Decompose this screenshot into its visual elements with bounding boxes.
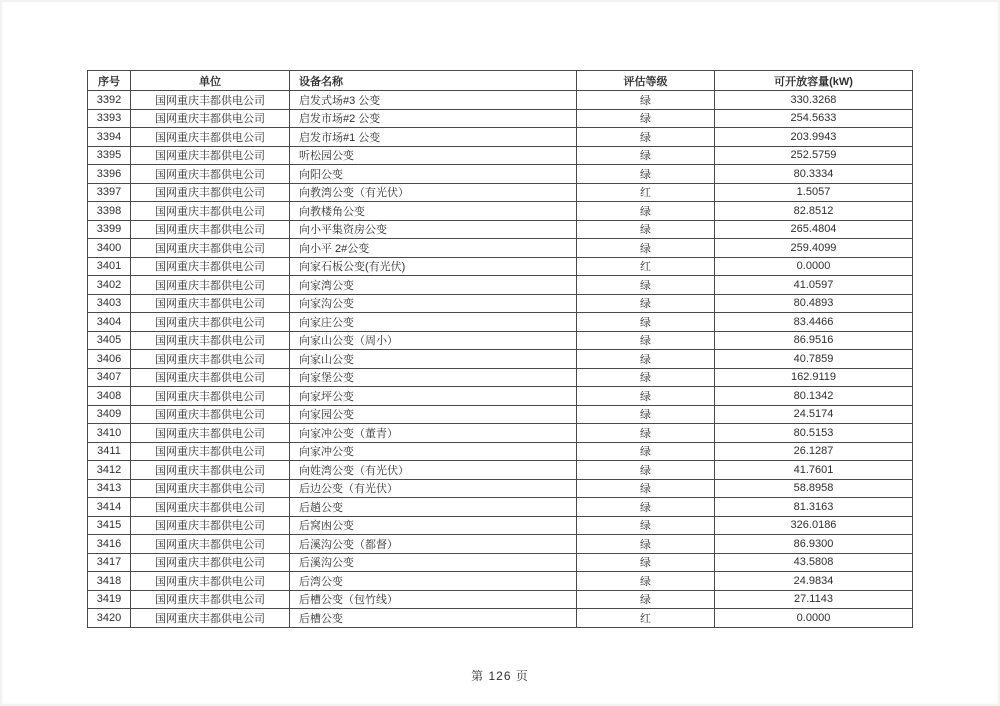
column-header: 可开放容量(kW) <box>715 71 913 91</box>
table-cell: 向教湾公变（有光伏） <box>290 183 577 202</box>
table-cell: 3397 <box>88 183 131 202</box>
table-cell: 向家庄公变 <box>290 313 577 332</box>
table-cell: 绿 <box>577 146 715 165</box>
table-cell: 向家湾公变 <box>290 276 577 295</box>
table-cell: 80.3334 <box>715 165 913 184</box>
table-cell: 绿 <box>577 535 715 554</box>
table-row <box>88 553 913 572</box>
table-cell: 3409 <box>88 405 131 424</box>
table-row <box>88 128 913 147</box>
table-cell: 27.1143 <box>715 590 913 609</box>
table-row <box>88 165 913 184</box>
table-cell: 红 <box>577 183 715 202</box>
table-cell: 国网重庆丰都供电公司 <box>131 350 290 369</box>
table-row <box>88 202 913 221</box>
table-cell: 3414 <box>88 498 131 517</box>
table-cell: 80.4893 <box>715 294 913 313</box>
table-cell: 绿 <box>577 498 715 517</box>
table-row <box>88 368 913 387</box>
capacity-table-container <box>87 70 913 628</box>
table-row <box>88 183 913 202</box>
table-cell: 向家坪公变 <box>290 387 577 406</box>
table-cell: 绿 <box>577 424 715 443</box>
table-cell: 向阳公变 <box>290 165 577 184</box>
table-cell: 国网重庆丰都供电公司 <box>131 239 290 258</box>
table-cell: 81.3163 <box>715 498 913 517</box>
table-cell: 国网重庆丰都供电公司 <box>131 516 290 535</box>
page-number: 第 126 页 <box>471 669 529 683</box>
table-cell: 3402 <box>88 276 131 295</box>
table-row <box>88 442 913 461</box>
table-cell: 3415 <box>88 516 131 535</box>
table-cell: 国网重庆丰都供电公司 <box>131 553 290 572</box>
table-row <box>88 331 913 350</box>
table-row <box>88 405 913 424</box>
table-cell: 3395 <box>88 146 131 165</box>
table-cell: 国网重庆丰都供电公司 <box>131 479 290 498</box>
table-cell: 启发市场#1 公变 <box>290 128 577 147</box>
column-header: 单位 <box>131 71 290 91</box>
table-cell: 国网重庆丰都供电公司 <box>131 442 290 461</box>
table-cell: 24.5174 <box>715 405 913 424</box>
table-cell: 3410 <box>88 424 131 443</box>
table-cell: 向家石板公变(有光伏) <box>290 257 577 276</box>
table-cell: 绿 <box>577 239 715 258</box>
table-cell: 国网重庆丰都供电公司 <box>131 331 290 350</box>
column-header: 评估等级 <box>577 71 715 91</box>
table-cell: 国网重庆丰都供电公司 <box>131 91 290 110</box>
table-cell: 82.8512 <box>715 202 913 221</box>
table-body <box>88 91 913 628</box>
table-cell: 3392 <box>88 91 131 110</box>
table-row <box>88 535 913 554</box>
table-cell: 后槽公变（包竹线） <box>290 590 577 609</box>
table-cell: 绿 <box>577 202 715 221</box>
table-cell: 国网重庆丰都供电公司 <box>131 535 290 554</box>
table-row <box>88 276 913 295</box>
table-cell: 3399 <box>88 220 131 239</box>
table-row <box>88 516 913 535</box>
table-cell: 向家堡公变 <box>290 368 577 387</box>
table-cell: 3407 <box>88 368 131 387</box>
table-cell: 40.7859 <box>715 350 913 369</box>
table-row <box>88 239 913 258</box>
table-cell: 41.7601 <box>715 461 913 480</box>
table-cell: 国网重庆丰都供电公司 <box>131 183 290 202</box>
table-cell: 3419 <box>88 590 131 609</box>
table-row <box>88 609 913 628</box>
table-row <box>88 294 913 313</box>
table-cell: 58.8958 <box>715 479 913 498</box>
table-cell: 绿 <box>577 572 715 591</box>
column-header: 设备名称 <box>290 71 577 91</box>
table-cell: 41.0597 <box>715 276 913 295</box>
table-cell: 国网重庆丰都供电公司 <box>131 405 290 424</box>
table-cell: 252.5759 <box>715 146 913 165</box>
table-cell: 绿 <box>577 331 715 350</box>
table-cell: 绿 <box>577 405 715 424</box>
table-cell: 国网重庆丰都供电公司 <box>131 424 290 443</box>
table-cell: 绿 <box>577 350 715 369</box>
table-head <box>88 71 913 91</box>
table-cell: 听松园公变 <box>290 146 577 165</box>
table-cell: 326.0186 <box>715 516 913 535</box>
table-cell: 绿 <box>577 479 715 498</box>
table-cell: 254.5633 <box>715 109 913 128</box>
table-cell: 3412 <box>88 461 131 480</box>
table-cell: 80.1342 <box>715 387 913 406</box>
table-cell: 3408 <box>88 387 131 406</box>
table-row <box>88 424 913 443</box>
table-cell: 向家冲公变（董青） <box>290 424 577 443</box>
table-cell: 绿 <box>577 387 715 406</box>
table-cell: 3403 <box>88 294 131 313</box>
table-cell: 80.5153 <box>715 424 913 443</box>
table-cell: 国网重庆丰都供电公司 <box>131 609 290 628</box>
table-cell: 绿 <box>577 442 715 461</box>
table-cell: 国网重庆丰都供电公司 <box>131 146 290 165</box>
table-cell: 绿 <box>577 313 715 332</box>
table-cell: 259.4099 <box>715 239 913 258</box>
table-cell: 向家沟公变 <box>290 294 577 313</box>
table-cell: 3411 <box>88 442 131 461</box>
table-cell: 国网重庆丰都供电公司 <box>131 572 290 591</box>
table-cell: 向小平 2#公变 <box>290 239 577 258</box>
table-cell: 绿 <box>577 294 715 313</box>
table-cell: 向家冲公变 <box>290 442 577 461</box>
column-header: 序号 <box>88 71 131 91</box>
capacity-table <box>87 70 913 628</box>
table-cell: 后溪沟公变（都督） <box>290 535 577 554</box>
table-cell: 0.0000 <box>715 609 913 628</box>
table-cell: 国网重庆丰都供电公司 <box>131 368 290 387</box>
table-cell: 绿 <box>577 516 715 535</box>
table-cell: 3418 <box>88 572 131 591</box>
table-cell: 国网重庆丰都供电公司 <box>131 128 290 147</box>
table-cell: 后趟公变 <box>290 498 577 517</box>
table-cell: 0.0000 <box>715 257 913 276</box>
table-cell: 后溪沟公变 <box>290 553 577 572</box>
table-row <box>88 461 913 480</box>
table-cell: 国网重庆丰都供电公司 <box>131 165 290 184</box>
table-row <box>88 220 913 239</box>
table-cell: 绿 <box>577 461 715 480</box>
table-cell: 国网重庆丰都供电公司 <box>131 590 290 609</box>
table-cell: 后湾公变 <box>290 572 577 591</box>
table-row <box>88 498 913 517</box>
table-cell: 3406 <box>88 350 131 369</box>
table-cell: 启发市场#2 公变 <box>290 109 577 128</box>
table-cell: 43.5808 <box>715 553 913 572</box>
table-cell: 后窝凼公变 <box>290 516 577 535</box>
table-cell: 向家山公变（周小） <box>290 331 577 350</box>
table-row <box>88 146 913 165</box>
table-cell: 3393 <box>88 109 131 128</box>
table-cell: 绿 <box>577 109 715 128</box>
table-cell: 3394 <box>88 128 131 147</box>
table-cell: 绿 <box>577 368 715 387</box>
table-cell: 3398 <box>88 202 131 221</box>
table-row <box>88 590 913 609</box>
table-row <box>88 479 913 498</box>
table-cell: 3396 <box>88 165 131 184</box>
table-cell: 83.4466 <box>715 313 913 332</box>
table-cell: 265.4804 <box>715 220 913 239</box>
table-cell: 向家山公变 <box>290 350 577 369</box>
table-cell: 绿 <box>577 276 715 295</box>
table-cell: 国网重庆丰都供电公司 <box>131 276 290 295</box>
table-row <box>88 313 913 332</box>
table-cell: 3420 <box>88 609 131 628</box>
table-cell: 24.9834 <box>715 572 913 591</box>
table-row <box>88 387 913 406</box>
table-cell: 国网重庆丰都供电公司 <box>131 109 290 128</box>
table-cell: 后边公变（有光伏） <box>290 479 577 498</box>
table-cell: 3404 <box>88 313 131 332</box>
table-cell: 国网重庆丰都供电公司 <box>131 257 290 276</box>
table-cell: 国网重庆丰都供电公司 <box>131 461 290 480</box>
table-cell: 3416 <box>88 535 131 554</box>
table-cell: 86.9516 <box>715 331 913 350</box>
table-cell: 向家园公变 <box>290 405 577 424</box>
table-cell: 3400 <box>88 239 131 258</box>
table-cell: 330.3268 <box>715 91 913 110</box>
table-cell: 国网重庆丰都供电公司 <box>131 313 290 332</box>
table-cell: 向姓湾公变（有光伏） <box>290 461 577 480</box>
table-cell: 203.9943 <box>715 128 913 147</box>
table-cell: 国网重庆丰都供电公司 <box>131 202 290 221</box>
table-cell: 红 <box>577 609 715 628</box>
table-row <box>88 572 913 591</box>
table-cell: 26.1287 <box>715 442 913 461</box>
table-cell: 红 <box>577 257 715 276</box>
table-cell: 向小平集资房公变 <box>290 220 577 239</box>
table-cell: 绿 <box>577 590 715 609</box>
table-cell: 绿 <box>577 128 715 147</box>
header-row <box>88 71 913 91</box>
table-cell: 国网重庆丰都供电公司 <box>131 220 290 239</box>
table-cell: 绿 <box>577 165 715 184</box>
table-cell: 3405 <box>88 331 131 350</box>
table-cell: 绿 <box>577 91 715 110</box>
table-cell: 162.9119 <box>715 368 913 387</box>
table-cell: 后槽公变 <box>290 609 577 628</box>
table-cell: 绿 <box>577 553 715 572</box>
table-cell: 3413 <box>88 479 131 498</box>
table-cell: 86.9300 <box>715 535 913 554</box>
table-row <box>88 109 913 128</box>
table-row <box>88 257 913 276</box>
table-cell: 向教楼角公变 <box>290 202 577 221</box>
table-row <box>88 350 913 369</box>
table-cell: 3401 <box>88 257 131 276</box>
table-cell: 绿 <box>577 220 715 239</box>
table-cell: 国网重庆丰都供电公司 <box>131 294 290 313</box>
table-cell: 启发式场#3 公变 <box>290 91 577 110</box>
table-cell: 国网重庆丰都供电公司 <box>131 387 290 406</box>
table-cell: 国网重庆丰都供电公司 <box>131 498 290 517</box>
table-cell: 3417 <box>88 553 131 572</box>
table-cell: 1.5057 <box>715 183 913 202</box>
table-row <box>88 91 913 110</box>
